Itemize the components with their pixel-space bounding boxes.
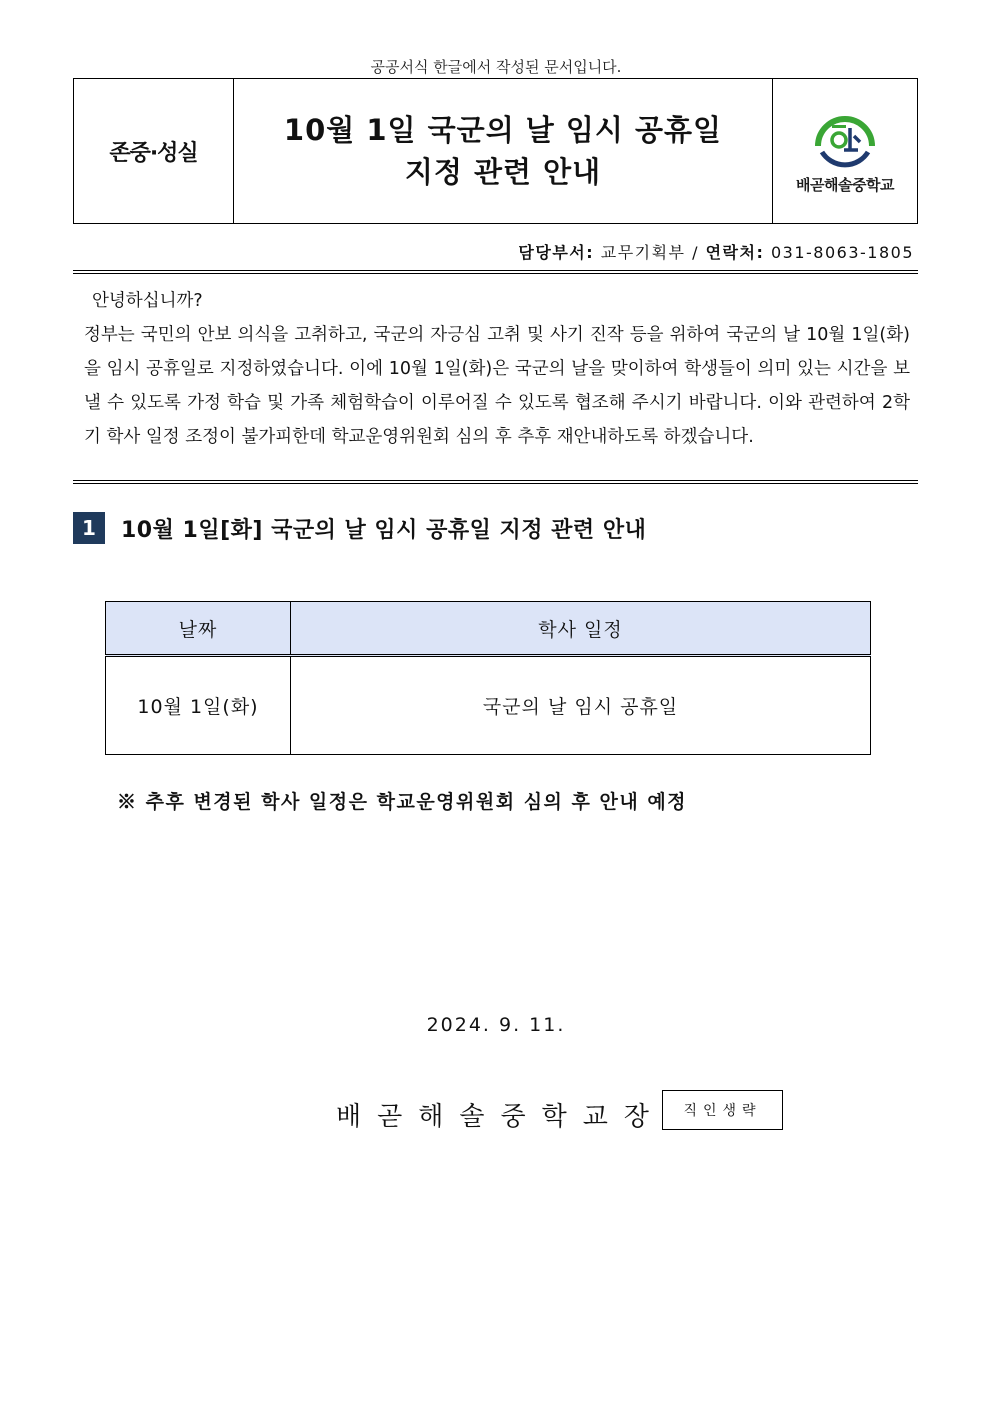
table-row <box>106 656 871 755</box>
contact-separator: / <box>692 243 699 262</box>
table-header-schedule: 학사 일정 <box>291 602 871 656</box>
intro-paragraph <box>84 284 910 454</box>
school-logo <box>773 79 917 223</box>
contact-info <box>518 240 914 263</box>
section-number-badge: 1 <box>73 512 105 544</box>
seal-omitted-box: 직인생략 <box>662 1090 783 1130</box>
greeting: 안녕하십니까? <box>92 291 203 311</box>
divider-bottom-1 <box>73 480 918 481</box>
school-motto: 존중·성실 <box>74 79 234 223</box>
department-label: 담당부서: <box>518 243 595 262</box>
table-header-date: 날짜 <box>106 602 291 656</box>
section-heading <box>73 512 646 544</box>
divider-top-1 <box>73 270 918 271</box>
document-date: 2024. 9. 11. <box>426 1014 566 1036</box>
intro-body: 정부는 국민의 안보 의식을 고취하고, 국군의 자긍심 고취 및 사기 진작 등을 위하여 국군의 날 10월 1일(화)을 임시 공휴일로 지정하였습니다. 이에 10월 1일(화)은 국군의 날을 맞이하여 학생들이 의미 있는 시간을 보낼 수 있도록 가정 학습 및 가족 체험학습이 이루어질 수 있도록 협조해 주시기 바랍니다. 이와 관련하여 2학기 학사 일정 조정이 불가피한데 학교운영위원회 심의 후 추후 재안내하도록 하겠습니다. <box>84 325 910 447</box>
divider-bottom-2 <box>73 483 918 484</box>
schedule-table <box>105 601 871 755</box>
school-emblem-icon <box>810 108 880 170</box>
title-line-1: 10월 1일 국군의 날 임시 공휴일 <box>283 113 723 147</box>
document-source-note: 공공서식 한글에서 작성된 문서입니다. <box>370 58 622 76</box>
remark-note: ※ 추후 변경된 학사 일정은 학교운영위원회 심의 후 안내 예정 <box>117 791 688 813</box>
table-cell-date: 10월 1일(화) <box>106 656 291 755</box>
phone-value: 031-8063-1805 <box>770 243 914 262</box>
principal-signature: 배곧해솔중학교장 <box>336 1102 665 1132</box>
document-header <box>73 78 918 224</box>
document-title <box>234 79 773 223</box>
phone-label: 연락처: <box>705 243 765 262</box>
table-header-row <box>106 602 871 656</box>
divider-top-2 <box>73 273 918 274</box>
section-title: 10월 1일[화] 국군의 날 임시 공휴일 지정 관련 안내 <box>121 517 647 543</box>
table-cell-schedule: 국군의 날 임시 공휴일 <box>291 656 871 755</box>
department-value: 교무기획부 <box>600 243 686 262</box>
logo-school-name: 배곧해솔중학교 <box>796 175 894 194</box>
title-line-2: 지정 관련 안내 <box>404 155 602 189</box>
